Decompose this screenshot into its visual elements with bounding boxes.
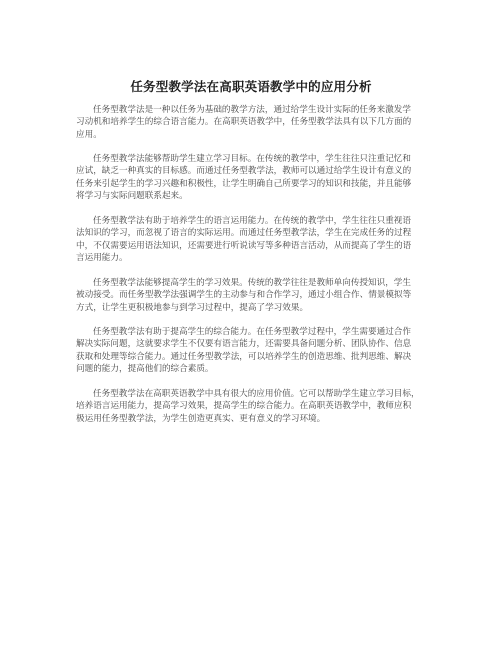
text-line: 任务型教学法能够提高学生的学习效果。传统的教学往往是教师单向传授知识，学生 <box>93 278 411 288</box>
paragraph-learning-goals <box>76 153 426 203</box>
text-line: 被动接受。而任务型教学法强调学生的主动参与和合作学习，通过小组合作、情景模拟等 <box>76 290 412 301</box>
text-line: 解决实际问题，这就要求学生不仅要有语言能力，还需要具备问题分析、团队协作、信息 <box>76 339 412 350</box>
text-line: 任务型教学法在高职英语教学中具有很大的应用价值。它可以帮助学生建立学习目标， <box>93 389 420 399</box>
text-line: 将学习与实际问题联系起来。 <box>76 191 188 202</box>
text-line: 言运用能力。 <box>76 253 128 264</box>
text-line: 获取和处理等综合能力。通过任务型教学法，可以培养学生的创造思维、批判思维、解决 <box>76 351 412 362</box>
text-line: 中，不仅需要运用语法知识，还需要进行听说读写等多种语言活动，从而提高了学生的语 <box>76 240 412 251</box>
text-line: 习动机和培养学生的综合语言能力。在高职英语教学中，任务型教学法具有以下几方面的 <box>76 117 412 128</box>
paragraph-learning-effect <box>76 277 426 314</box>
text-line: 应用。 <box>76 129 102 140</box>
text-line: 极运用任务型教学法，为学生创造更真实、更有意义的学习环境。 <box>76 413 326 424</box>
paragraph-conclusion <box>76 388 426 425</box>
text-line: 培养语言运用能力，提高学习效果，提高学生的综合能力。在高职英语教学中，教师应积 <box>76 401 412 412</box>
paragraph-language-use <box>76 215 426 265</box>
text-line: 方式，让学生更积极地参与到学习过程中，提高了学习效果。 <box>76 302 309 313</box>
text-line: 应试，缺乏一种真实的目标感。而通过任务型教学法，教师可以通过给学生设计有意义的 <box>76 166 412 177</box>
document-title: 任务型教学法在高职英语教学中的应用分析 <box>130 79 372 94</box>
text-line: 法知识的学习，而忽视了语言的实际运用。而通过任务型教学法，学生在完成任务的过程 <box>76 228 412 239</box>
paragraph-intro <box>76 104 426 141</box>
text-line: 任务型教学法是一种以任务为基础的教学方法，通过给学生设计实际的任务来激发学 <box>93 105 411 115</box>
text-line: 任务来引起学生的学习兴趣和积极性，让学生明确自己所要学习的知识和技能，并且能够 <box>76 178 412 189</box>
text-line: 任务型教学法有助于培养学生的语言运用能力。在传统的教学中，学生往往只重视语 <box>93 216 411 226</box>
paragraph-comprehensive-ability <box>76 326 426 376</box>
text-line: 任务型教学法有助于提高学生的综合能力。在任务型教学过程中，学生需要通过合作 <box>93 327 411 337</box>
text-line: 问题的能力，提高他们的综合素质。 <box>76 364 214 375</box>
text-line: 任务型教学法能够帮助学生建立学习目标。在传统的教学中，学生往往只注重记忆和 <box>93 154 411 164</box>
